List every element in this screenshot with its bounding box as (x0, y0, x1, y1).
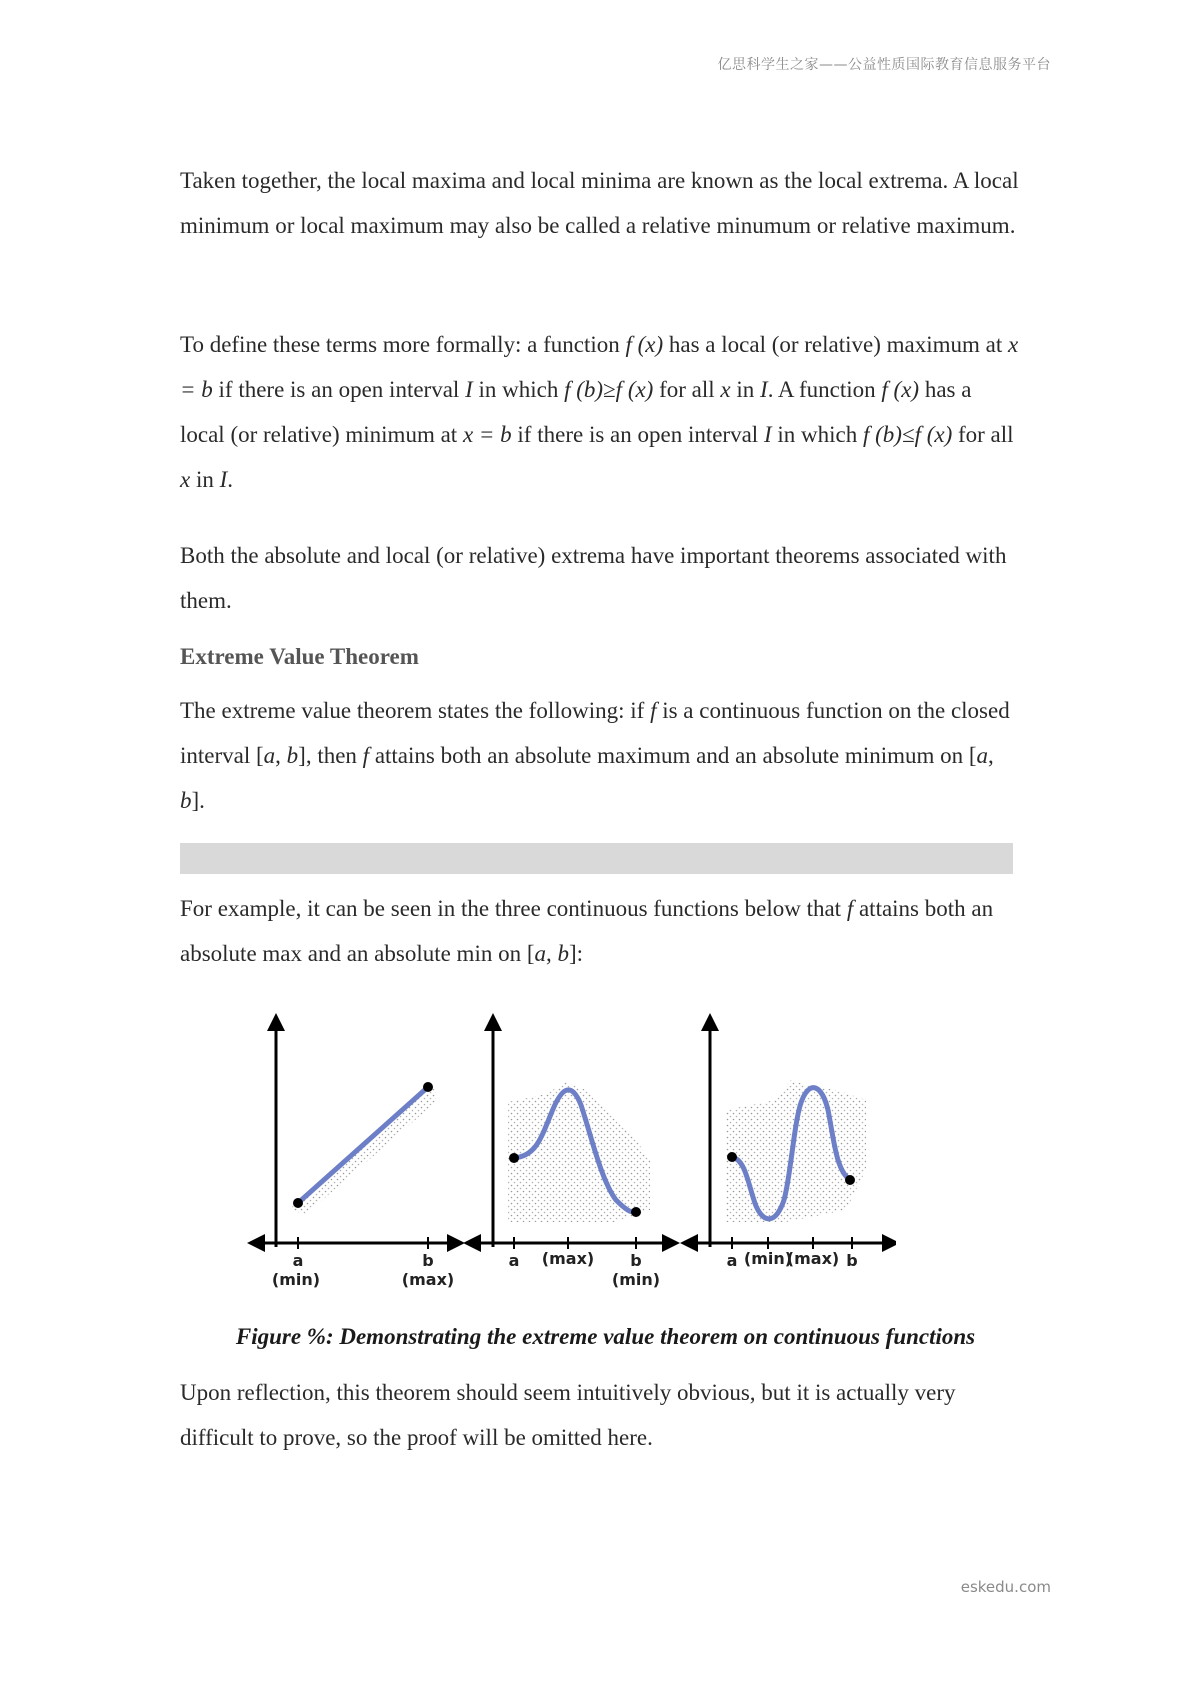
paragraph-reflection: Upon reflection, this theorem should seem intuitively obvious, but it is actually very difficult to prove, so the proof will be omitted here. (180, 1380, 956, 1450)
paragraph-theorem-statement: The extreme value theorem states the following: if f is a continuous function on the closed interval [a, b], then f attains both an absolute maximum and an absolute minimum on [a, b]. (180, 698, 1010, 813)
graph1-endpoint-b (423, 1082, 433, 1092)
graph1-endpoint-a (293, 1198, 303, 1208)
site-footer-url: eskedu.com (960, 1578, 1051, 1596)
figure-caption: Figure %: Demonstrating the extreme value theorem on continuous functions (235, 1324, 976, 1349)
paragraph-example: For example, it can be seen in the three continuous functions below that f attains both an absolute max and an absolute min on [a, b]: (180, 896, 994, 966)
graph1-curve (298, 1087, 428, 1203)
graph1-dot-shading (290, 1086, 436, 1214)
graph-wave (689, 1022, 891, 1270)
graph3-endpoint-b (845, 1175, 855, 1185)
graph3-label-a: a (726, 1251, 738, 1270)
graph3-endpoint-a (727, 1152, 737, 1162)
extreme-value-figure (246, 1010, 896, 1295)
graph2-label-a: a (508, 1251, 520, 1270)
graph-linear (256, 1022, 456, 1289)
graph2-label-min: (min) (611, 1270, 661, 1289)
graph3-dot-shading (726, 1080, 866, 1222)
graph3-label-max: (max) (786, 1249, 840, 1268)
graph1-label-min: (min) (271, 1270, 321, 1289)
graph2-label-max: (max) (541, 1249, 595, 1268)
gray-divider-bar (180, 843, 1013, 874)
paragraph-theorems-intro: Both the absolute and local (or relative) extrema have important theorems associated with them. (180, 543, 1007, 613)
graph1-label-b: b (422, 1251, 434, 1270)
graph-hump (472, 1022, 671, 1289)
graph2-label-b: b (630, 1251, 642, 1270)
paragraph-formal-definition: To define these terms more formally: a function f (x) has a local (or relative) maximum at x = b if there is an open interval I in which f (b)≥f (x) for all x in I. A function f (x) has a local (or relative) minimum at x = b if there is an open interval I in which f (b)≤f (x) for all x in I. (180, 332, 1019, 492)
graph3-label-b: b (846, 1251, 858, 1270)
site-header-title: 亿思科学生之家——公益性质国际教育信息服务平台 (717, 57, 1051, 73)
section-heading: Extreme Value Theorem (180, 644, 419, 669)
graph2-endpoint-a (509, 1153, 519, 1163)
graph1-label-a: a (292, 1251, 304, 1270)
graph1-label-max: (max) (401, 1270, 455, 1289)
paragraph-local-extrema: Taken together, the local maxima and local minima are known as the local extrema. A local minimum or local maximum may also be called a relative minumum or relative maximum. (180, 168, 1019, 238)
graph3-label-min: (min) (743, 1249, 793, 1268)
graph2-endpoint-b (631, 1207, 641, 1217)
